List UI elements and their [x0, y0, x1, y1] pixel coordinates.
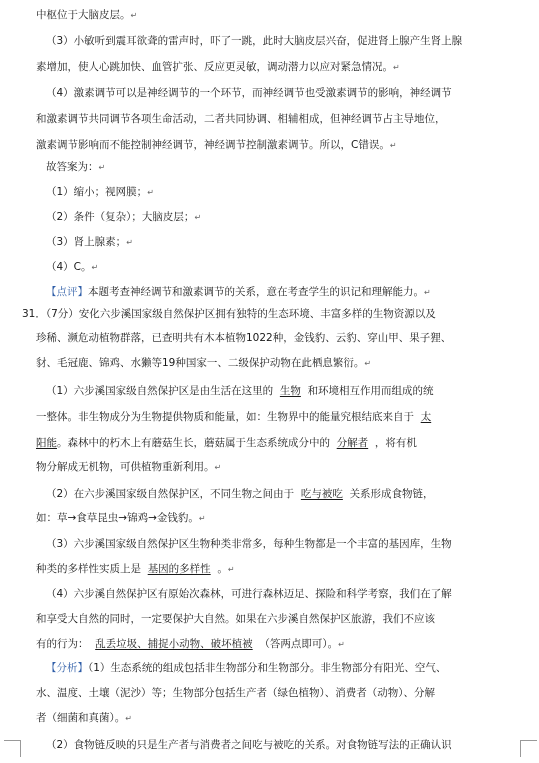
answer-blank: 分解者	[336, 437, 369, 449]
line-text: 珍稀、濒危动植物群落，已查明共有木本植物1022种，金钱豹、云豹、穿山甲、果子狸、	[36, 332, 452, 344]
text-line	[46, 34, 508, 48]
text-line: 如：草→食草昆虫→锦鸡→金钱豹。↵	[36, 512, 206, 524]
analysis-line	[46, 661, 508, 675]
question-text: 31．（7分）安化六步溪国家级自然保护区拥有独特的生态环境、丰富多样的生物资源以及	[22, 308, 436, 320]
text-line: 故答案为：↵	[46, 161, 106, 173]
text-line	[36, 436, 508, 450]
page-corner-mark	[520, 740, 537, 757]
text-line: 中枢位于大脑皮层。↵	[36, 9, 138, 21]
line-text: （3）肾上腺素；	[46, 236, 127, 248]
line-text: （答两点即可）。	[259, 638, 339, 650]
page-corner-mark	[4, 740, 21, 757]
line-text: 本题考查神经调节和激素调节的关系，意在考查学生的识记和理解能力。	[88, 286, 424, 298]
answer-blank: 基因的多样性	[147, 563, 211, 575]
line-text: 物分解成无机物，可供植物重新利用。	[36, 461, 215, 473]
line-text: （3）六步溪国家级自然保护区生物种类非常多，每种生物都是一个丰富的基因库，生物	[46, 538, 452, 550]
line-text: 激素调节影响而不能控制神经调节，神经调节控制激素调节。所以，C错误。	[36, 139, 390, 151]
line-text: 如：草→食草昆虫→锦鸡→金钱豹。	[36, 512, 199, 524]
text-line: 有的行为： 乱丢垃圾、捕捉小动物、破坏植被 （答两点即可）。↵	[36, 638, 345, 650]
text-line: 种类的多样性实质上是 基因的多样性 。↵	[36, 563, 235, 575]
line-text: 和激素调节共同调节各项生命活动，二者共同协调、相辅相成，但神经调节占主导地位，	[36, 113, 446, 125]
line-text: 。森林中的朽木上有蘑菇生长，蘑菇属于生态系统成分中的	[57, 437, 330, 449]
text-line: （2）条件（复杂）；大脑皮层；↵	[46, 211, 202, 223]
line-text: 豺、毛冠鹿、锦鸡、水獭等19种国家一、二级保护动物在此栖息繁衍。	[36, 357, 365, 369]
line-text: 中枢位于大脑皮层。	[36, 9, 131, 21]
text-line: 素增加，使人心跳加快、血管扩张、反应更灵敏，调动潜力以应对紧急情况。↵	[36, 61, 400, 73]
text-line	[46, 537, 508, 551]
text-line: （1）缩小；视网膜；↵	[46, 186, 154, 198]
line-text: （3）小敏听到震耳欲聋的雷声时，吓了一跳，此时大脑皮层兴奋，促进肾上腺产生肾上腺	[46, 35, 463, 47]
line-text: （1）生态系统的组成包括非生物部分和生物部分。非生物部分有阳光、空气、	[88, 662, 447, 674]
text-line	[46, 487, 508, 501]
line-text: 水、温度、土壤（泥沙）等；生物部分包括生产者（绿色植物）、消费者（动物）、分解	[36, 687, 435, 699]
text-line: （4）C。↵	[46, 261, 99, 273]
answer-blank: 乱丢垃圾、捕捉小动物、破坏植被	[95, 638, 253, 650]
text-line	[46, 587, 508, 601]
line-text: （4）C。	[46, 261, 92, 273]
text-line	[36, 410, 508, 424]
line-text: 和享受大自然的同时，一定要保护大自然。如果在六步溪自然保护区旅游，我们不应该	[36, 613, 435, 625]
line-text: （1）六步溪国家级自然保护区是由生活在这里的	[46, 385, 274, 397]
text-line: 激素调节影响而不能控制神经调节，神经调节控制激素调节。所以，C错误。↵	[36, 139, 397, 151]
line-text: 一整体。非生物成分为生物提供物质和能量，如：生物界中的能量究根结底来自于	[36, 411, 414, 423]
analysis-tag: 【分析】	[46, 662, 88, 674]
text-line	[46, 738, 508, 752]
line-text: ，将有机	[374, 437, 417, 449]
line-text: 种类的多样性实质上是	[36, 563, 141, 575]
answer-blank: 生物	[279, 385, 301, 397]
comment-line: 【点评】本题考查神经调节和激素调节的关系，意在考查学生的识记和理解能力。↵	[46, 286, 431, 298]
line-text: （4）六步溪自然保护区有原始次森林，可进行森林迈足、探险和科学考察，我们在了解	[46, 588, 452, 600]
line-text: 。	[217, 563, 228, 575]
answer-blank: 太	[420, 411, 432, 423]
line-text: 有的行为：	[36, 638, 89, 650]
line-text: 故答案为：	[46, 161, 99, 173]
answer-blank: 吃与被吃	[300, 488, 343, 500]
text-line	[36, 686, 508, 700]
line-text: （2）条件（复杂）；大脑皮层；	[46, 211, 195, 223]
line-text: （2）在六步溪国家级自然保护区，不同生物之间由于	[46, 488, 295, 500]
text-line	[36, 112, 508, 126]
line-text: （4）激素调节可以是神经调节的一个环节，而神经调节也受激素调节的影响，神经调节	[46, 87, 452, 99]
line-text: 关系形成食物链，	[349, 488, 434, 500]
comment-tag: 【点评】	[46, 286, 88, 298]
answer-blank: 阳能	[36, 437, 57, 449]
text-line: 豺、毛冠鹿、锦鸡、水獭等19种国家一、二级保护动物在此栖息繁衍。↵	[36, 357, 372, 369]
text-line: 者（细菌和真菌）。↵	[36, 712, 132, 724]
text-line	[46, 384, 508, 398]
line-text: （1）缩小；视网膜；	[46, 186, 148, 198]
line-text: （2）食物链反映的只是生产者与消费者之间吃与被吃的关系。对食物链写法的正确认识	[46, 739, 452, 751]
text-line	[46, 86, 508, 100]
text-line	[36, 612, 508, 626]
line-text: 和环境相互作用而组成的统	[307, 385, 434, 397]
text-line	[36, 331, 508, 345]
question-line	[22, 307, 508, 321]
line-text: 者（细菌和真菌）。	[36, 712, 126, 724]
line-text: 素增加，使人心跳加快、血管扩张、反应更灵敏，调动潜力以应对紧急情况。	[36, 61, 393, 73]
text-line: 物分解成无机物，可供植物重新利用。↵	[36, 461, 222, 473]
text-line: （3）肾上腺素；↵	[46, 236, 133, 248]
